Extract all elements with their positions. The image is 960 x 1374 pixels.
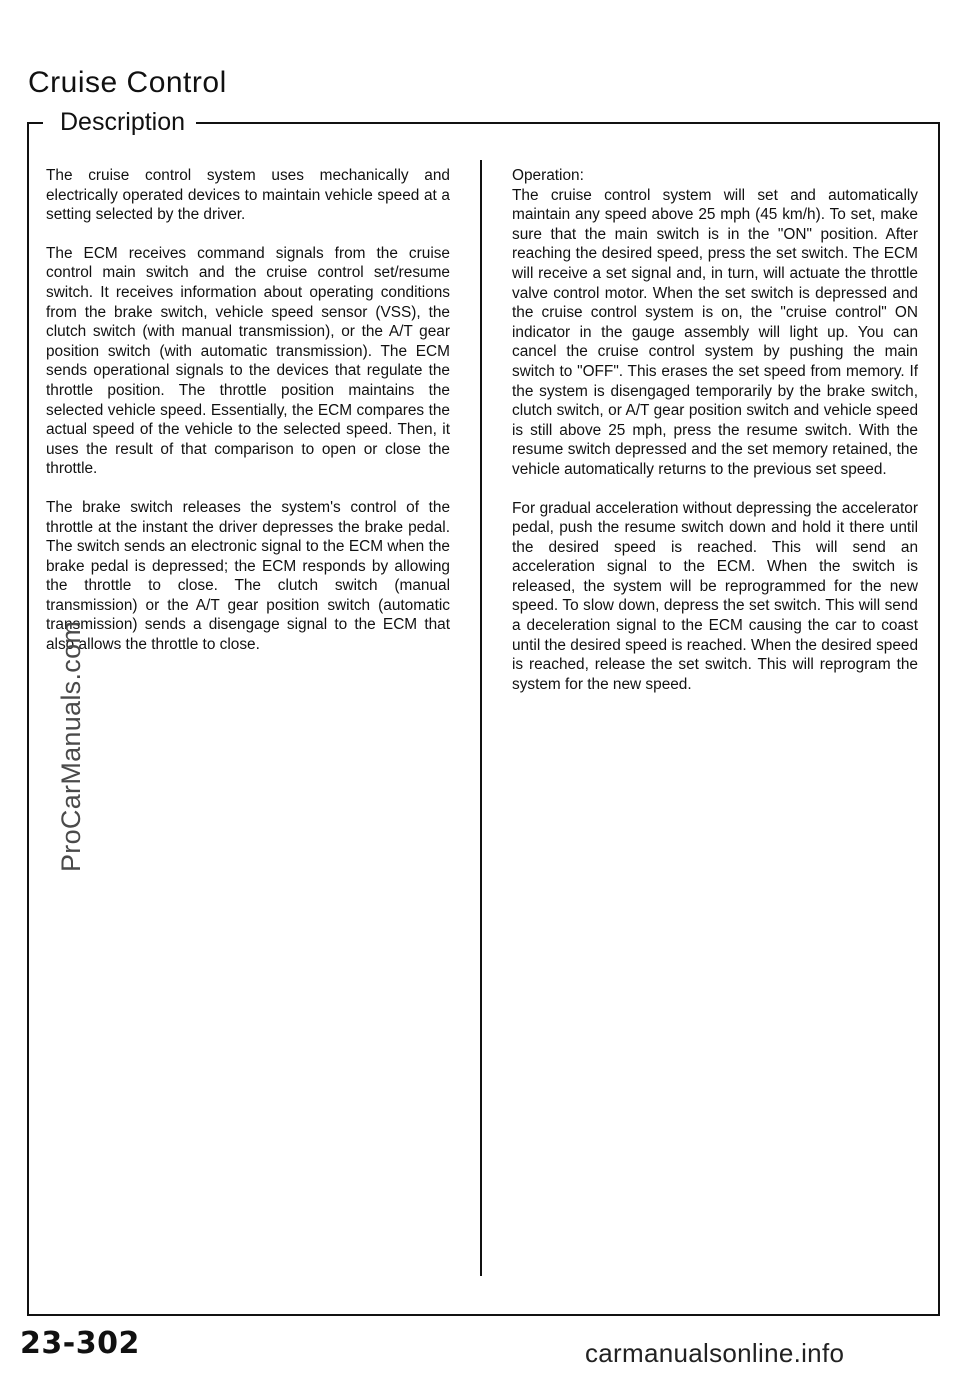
left-paragraph-3: The brake switch releases the system's control of the throttle at the instant the driver depresses the brake pedal. The switch sends an electronic signal to the ECM when the brake pedal is depressed; the ECM responds by allowing the throttle to close. The clutch switch (manual transmission) or the A/T gear position switch (automatic transmission) sends a disengage signal to the ECM that also allows the throttle to close. [46, 498, 450, 654]
right-paragraph-1: The cruise control system will set and automatically maintain any speed above 25 mph (45 km/h). To set, make sure that the main switch is in the "ON" position. After reaching the desired speed, press the set switch. The ECM will receive a set signal and, in turn, will actuate the throttle valve control motor. When the set switch is depressed and the cruise control system is on, the "cruise control" ON indicator in the gauge assembly will light up. You can cancel the cruise control system by pushing the main switch to "OFF". This erases the set speed from memory. If the system is disengaged temporarily by the brake switch, clutch switch, or A/T gear position switch and vehicle speed is still above 25 mph, press the resume switch. With the resume switch depressed and the set memory retained, the vehicle automatically returns to the previous set speed. [512, 186, 918, 478]
operation-heading: Operation: [512, 167, 584, 184]
page-number: 23-302 [20, 1326, 140, 1361]
right-paragraph-2: For gradual acceleration without depressing the accelerator pedal, push the resume switch down and hold it there until the desired speed is reached. This will send an acceleration signal to the ECM. When the switch is released, the system will be reprogrammed for the new speed. To slow down, depress the set switch. This will send a deceleration signal to the ECM causing the car to coast until the desired speed is reached. When the desired speed is reached, release the set switch. This will reprogram the system for the new speed. [512, 499, 918, 693]
left-paragraph-1: The cruise control system uses mechanically and electrically operated devices to maintain vehicle speed at a setting selected by the driver. [46, 167, 450, 224]
left-column [46, 166, 450, 674]
left-paragraph-2: The ECM receives command signals from the cruise control main switch and the cruise control set/resume switch. It receives information about operating conditions from the brake switch, vehicle speed sensor (VSS), the clutch switch (with manual transmission), or the A/T gear position switch (with automatic transmission). The ECM sends operational signals to the devices that regulate the throttle position. The throttle position maintains the selected vehicle speed. Essentially, the ECM compares the actual speed of the vehicle to the selected speed. Then, it uses the result of that comparison to open or close the throttle. [46, 244, 450, 478]
side-watermark: ProCarManuals.com [56, 620, 86, 872]
section-title: Description [56, 108, 189, 137]
column-divider [480, 160, 482, 1276]
frame-top-rule-right [196, 122, 938, 124]
frame-top-rule-left [27, 122, 43, 124]
page-title: Cruise Control [28, 66, 227, 99]
footer-site: carmanualsonline.info [585, 1338, 845, 1368]
right-column [512, 166, 918, 713]
